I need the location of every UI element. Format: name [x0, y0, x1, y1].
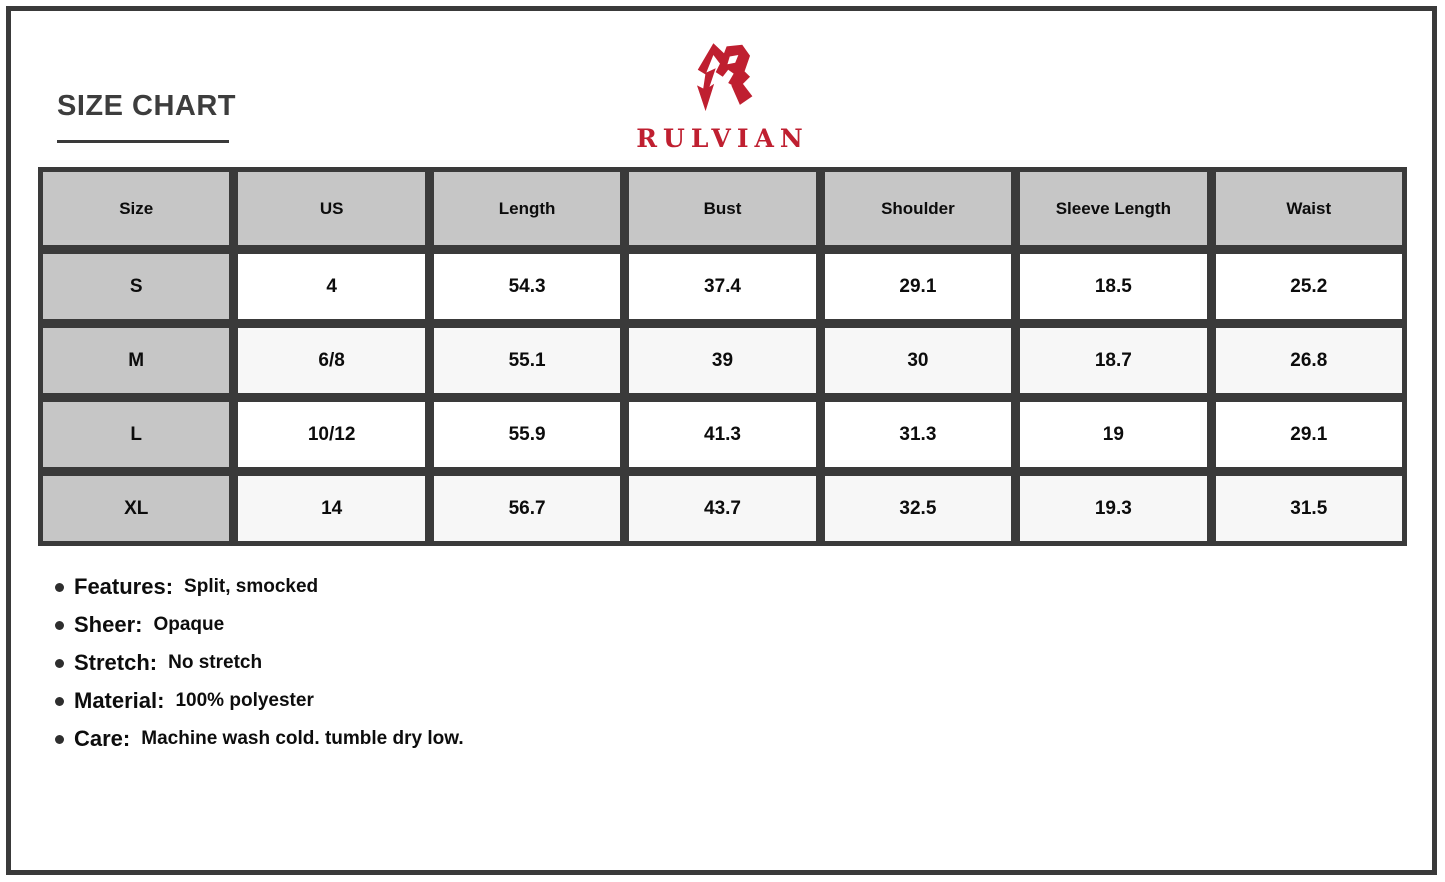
detail-value: Split, smocked: [184, 576, 319, 597]
col-header-us: US: [238, 172, 424, 245]
row-m-shoulder: 30: [825, 328, 1011, 393]
col-header-size: Size: [43, 172, 229, 245]
detail-care: [55, 726, 464, 752]
detail-label: Stretch:: [74, 650, 158, 675]
row-m-length: 55.1: [434, 328, 620, 393]
page-title: SIZE CHART: [57, 90, 236, 122]
brand-logo: [636, 32, 809, 153]
row-m-size: M: [43, 328, 229, 393]
row-l-bust: 41.3: [629, 402, 815, 467]
row-m-waist: 26.8: [1216, 328, 1402, 393]
brand-name: RULVIAN: [636, 124, 809, 153]
detail-stretch: [55, 650, 464, 676]
detail-label: Material:: [74, 688, 165, 713]
row-s-size: S: [43, 254, 229, 319]
detail-value: 100% polyester: [175, 690, 314, 711]
row-s-waist: 25.2: [1216, 254, 1402, 319]
row-xl-length: 56.7: [434, 476, 620, 541]
row-s-bust: 37.4: [629, 254, 815, 319]
detail-features: [55, 574, 464, 600]
detail-label: Features:: [74, 574, 174, 599]
row-xl-waist: 31.5: [1216, 476, 1402, 541]
row-xl-sleeve-length: 19.3: [1020, 476, 1206, 541]
row-xl-size: XL: [43, 476, 229, 541]
row-m-us: 6/8: [238, 328, 424, 393]
size-table: [38, 167, 1407, 546]
brand-r-monogram-icon: [684, 32, 762, 120]
row-s-us: 4: [238, 254, 424, 319]
row-l-size: L: [43, 402, 229, 467]
bullet-icon: [55, 697, 64, 706]
row-l-sleeve-length: 19: [1020, 402, 1206, 467]
bullet-icon: [55, 583, 64, 592]
col-header-bust: Bust: [629, 172, 815, 245]
row-m-bust: 39: [629, 328, 815, 393]
col-header-shoulder: Shoulder: [825, 172, 1011, 245]
title-underline: [57, 140, 229, 143]
bullet-icon: [55, 735, 64, 744]
detail-label: Care:: [74, 726, 131, 751]
detail-sheer: [55, 612, 464, 638]
col-header-sleeve-length: Sleeve Length: [1020, 172, 1206, 245]
col-header-length: Length: [434, 172, 620, 245]
detail-material: [55, 688, 464, 714]
row-l-waist: 29.1: [1216, 402, 1402, 467]
row-l-length: 55.9: [434, 402, 620, 467]
row-xl-bust: 43.7: [629, 476, 815, 541]
detail-value: No stretch: [168, 652, 263, 673]
detail-value: Machine wash cold. tumble dry low.: [141, 728, 464, 749]
title-block: [57, 90, 236, 143]
row-xl-shoulder: 32.5: [825, 476, 1011, 541]
detail-value: Opaque: [153, 614, 225, 635]
bullet-icon: [55, 621, 64, 630]
row-l-shoulder: 31.3: [825, 402, 1011, 467]
row-xl-us: 14: [238, 476, 424, 541]
detail-label: Sheer:: [74, 612, 143, 637]
row-s-sleeve-length: 18.5: [1020, 254, 1206, 319]
product-details-list: [55, 574, 464, 752]
row-s-length: 54.3: [434, 254, 620, 319]
row-m-sleeve-length: 18.7: [1020, 328, 1206, 393]
row-s-shoulder: 29.1: [825, 254, 1011, 319]
row-l-us: 10/12: [238, 402, 424, 467]
bullet-icon: [55, 659, 64, 668]
col-header-waist: Waist: [1216, 172, 1402, 245]
